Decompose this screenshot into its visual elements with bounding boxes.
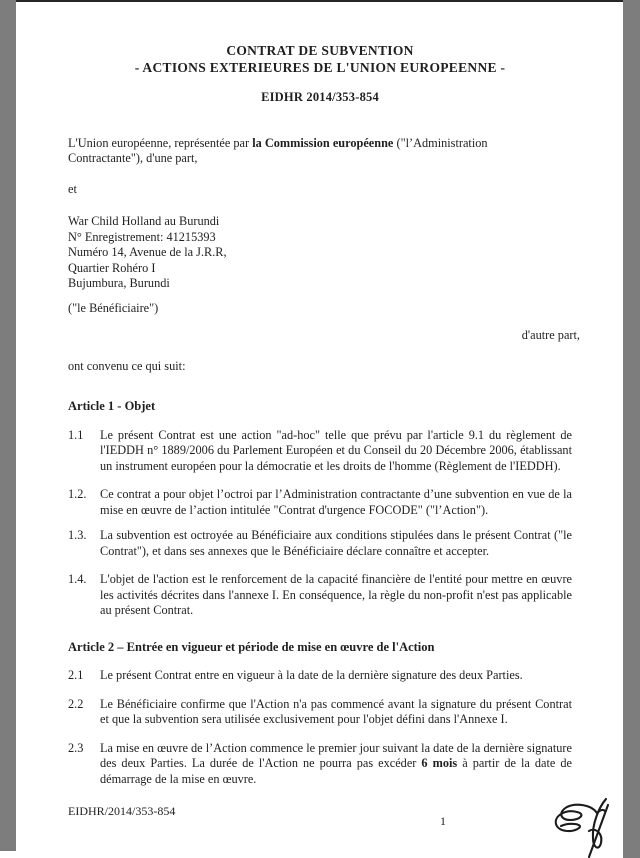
scan-left-edge bbox=[0, 0, 16, 851]
other-part-line: d'autre part, bbox=[521, 328, 580, 342]
clause-text: Le présent Contrat entre en vigueur à la date de la dernière signature des deux Parties. bbox=[100, 668, 523, 682]
clause-duration-bold: 6 mois bbox=[421, 756, 458, 770]
footer-reference: EIDHR/2014/353-854 bbox=[68, 804, 176, 818]
article2-heading: Article 2 – Entrée en vigueur et période de mise en œuvre de l'Action bbox=[68, 639, 435, 654]
document-title-line1: CONTRAT DE SUBVENTION bbox=[226, 43, 414, 58]
clause-number: 1.1 bbox=[68, 427, 84, 442]
page-number: 1 bbox=[440, 814, 446, 828]
clause-1-4 bbox=[68, 572, 572, 619]
clause-text: Ce contrat a pour objet l’octroi par l’Administration contractante d’une subvention en vue de la mise en œuvre de l’action intitulée "Contrat d'urgence FOCODE" ("l’Action"). bbox=[100, 487, 572, 517]
scan-right-edge bbox=[623, 0, 640, 858]
clause-number: 2.2 bbox=[68, 696, 84, 711]
clause-1-3 bbox=[68, 528, 572, 559]
clause-number: 2.3 bbox=[68, 740, 84, 755]
beneficiary-district: Quartier Rohéro I bbox=[68, 260, 156, 275]
clause-text bbox=[100, 741, 572, 788]
article1-heading: Article 1 - Objet bbox=[68, 399, 156, 413]
clause-text: La subvention est octroyée au Bénéficiaire aux conditions stipulées dans le présent Contrat ("le Contrat"), et dans ses annexes que le Bénéficiaire déclare connaître et accepter. bbox=[100, 528, 572, 558]
clause-number: 1.2. bbox=[68, 487, 87, 501]
clause-number: 2.1 bbox=[68, 668, 84, 682]
beneficiary-label: ("le Bénéficiaire") bbox=[68, 300, 159, 315]
clause-1-2 bbox=[68, 487, 572, 518]
clause-2-2 bbox=[68, 697, 572, 728]
clause-1-1 bbox=[68, 428, 572, 475]
clause-2-1 bbox=[68, 668, 572, 684]
clause-text-pre: La mise en œuvre de l’Action commence le premier jour suivant la date de la dernière signature des deux Parties. La durée de l'Action ne pourra pas excéder bbox=[100, 740, 572, 770]
document-body bbox=[68, 0, 580, 787]
contract-reference: EIDHR 2014/353-854 bbox=[261, 90, 379, 104]
beneficiary-registration: N° Enregistrement: 41215393 bbox=[68, 229, 216, 244]
party-eu-paragraph bbox=[68, 136, 518, 167]
clause-text: Le présent Contrat est une action "ad-hoc" telle que prévu par l'article 9.1 du règlement de l'IEDDH n° 1889/2006 du Parlement Européen et du Conseil du 20 Décembre 2006, établissant un instrument européen pour la démocratie et les droits de l'homme (Règlement de l'IEDDH). bbox=[100, 427, 572, 473]
beneficiary-street: Numéro 14, Avenue de la J.R.R, bbox=[68, 245, 227, 259]
clause-number: 1.3. bbox=[68, 528, 87, 542]
document-title-line2: - ACTIONS EXTERIEURES DE L'UNION EUROPEENNE - bbox=[134, 60, 506, 75]
party-eu-text-post: ("l’Administration Contractante"), d'une part, bbox=[68, 135, 488, 165]
clause-2-3 bbox=[68, 741, 572, 788]
and-word: et bbox=[68, 181, 77, 196]
agreement-line: ont convenu ce qui suit: bbox=[68, 358, 186, 373]
clause-text-post: à partir de la date de démarrage de la mise en œuvre. bbox=[100, 756, 573, 786]
signature-scribble bbox=[547, 792, 611, 858]
beneficiary-name: War Child Holland au Burundi bbox=[68, 214, 220, 228]
beneficiary-city: Bujumbura, Burundi bbox=[68, 276, 170, 290]
clause-number: 1.4. bbox=[68, 572, 87, 586]
clause-text: Le Bénéficiaire confirme que l'Action n'a pas commencé avant la signature du présent Contrat et que la subvention sera utilisée exclusivement pour l'objet défini dans l'Annexe I. bbox=[100, 696, 572, 726]
clause-text: L'objet de l'action est le renforcement de la capacité financière de l'entité pour mettre en œuvre les activités décrites dans l'annexe I. En conséquence, la règle du non-profit n'est pas applicable au présent Contrat. bbox=[100, 572, 572, 617]
party-eu-text-pre: L'Union européenne, représentée par bbox=[68, 135, 253, 150]
party-eu-commission-bold: la Commission européenne bbox=[252, 135, 394, 150]
beneficiary-address-block bbox=[68, 214, 572, 292]
